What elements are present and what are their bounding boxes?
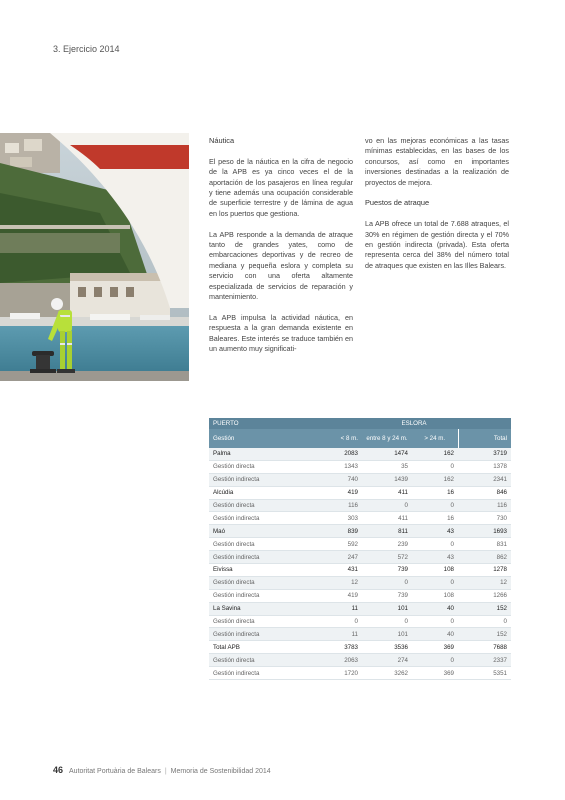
cell-lt8: 303 xyxy=(317,512,362,525)
cell-8-24: 101 xyxy=(362,628,412,641)
cell-8-24: 572 xyxy=(362,551,412,564)
table-row xyxy=(209,615,511,628)
table-row xyxy=(209,589,511,602)
row-label: Gestión indirecta xyxy=(209,628,317,641)
cell-8-24: 35 xyxy=(362,460,412,473)
cell-total: 1693 xyxy=(458,525,511,538)
nautica-paragraph-3: La APB impulsa la actividad náutica, en respuesta a la gran demanda existente en Baleares. Este interés se traduce también en un aumento muy significati- xyxy=(209,312,353,354)
cell-total: 831 xyxy=(458,538,511,551)
row-label: Maó xyxy=(209,525,317,538)
header-gt24: > 24 m. xyxy=(412,429,458,448)
cell-total: 0 xyxy=(458,615,511,628)
cell-gt24: 369 xyxy=(412,641,458,654)
table-row xyxy=(209,602,511,615)
cell-total: 116 xyxy=(458,499,511,512)
cell-lt8: 2083 xyxy=(317,448,362,460)
table-row xyxy=(209,499,511,512)
cell-8-24: 0 xyxy=(362,576,412,589)
cell-8-24: 3536 xyxy=(362,641,412,654)
header-puerto: PUERTO xyxy=(209,418,317,429)
cell-total: 846 xyxy=(458,486,511,499)
table-row xyxy=(209,486,511,499)
cell-8-24: 411 xyxy=(362,486,412,499)
row-label: Gestión directa xyxy=(209,654,317,667)
cell-lt8: 1720 xyxy=(317,667,362,680)
cell-lt8: 419 xyxy=(317,589,362,602)
row-label: Gestión indirecta xyxy=(209,551,317,564)
cell-gt24: 40 xyxy=(412,602,458,615)
header-gestion: Gestión xyxy=(209,429,317,448)
cell-gt24: 0 xyxy=(412,538,458,551)
cell-lt8: 2063 xyxy=(317,654,362,667)
cell-8-24: 3262 xyxy=(362,667,412,680)
cell-gt24: 108 xyxy=(412,564,458,577)
cell-8-24: 739 xyxy=(362,589,412,602)
cell-gt24: 43 xyxy=(412,525,458,538)
table-row xyxy=(209,525,511,538)
cell-lt8: 740 xyxy=(317,473,362,486)
header-eslora: ESLORA xyxy=(317,418,511,429)
cell-8-24: 1474 xyxy=(362,448,412,460)
cell-8-24: 0 xyxy=(362,615,412,628)
page-footer xyxy=(53,765,271,775)
cell-gt24: 108 xyxy=(412,589,458,602)
nautica-paragraph-1: El peso de la náutica en la cifra de negocio de la APB es ya cinco veces el de la aportación de los pasajeros en línea regular y tiene además una ocupación considerable de superficie terrestre y de lámina de agua en los puertos que gestiona. xyxy=(209,156,353,218)
cell-total: 1278 xyxy=(458,564,511,577)
table-row xyxy=(209,512,511,525)
header-total: Total xyxy=(458,429,511,448)
cell-lt8: 12 xyxy=(317,576,362,589)
cell-lt8: 11 xyxy=(317,602,362,615)
cell-lt8: 419 xyxy=(317,486,362,499)
cell-8-24: 0 xyxy=(362,499,412,512)
table-row xyxy=(209,460,511,473)
puestos-paragraph: La APB ofrece un total de 7.688 atraques, el 30% en régimen de gestión directa y el 70% en gestión indirecta (privada). Esta oferta representa cerca del 38% del número total de atraques que existen en las Illes Balears. xyxy=(365,219,509,270)
cell-gt24: 40 xyxy=(412,628,458,641)
cell-lt8: 0 xyxy=(317,615,362,628)
cell-total: 730 xyxy=(458,512,511,525)
cell-lt8: 592 xyxy=(317,538,362,551)
berths-table xyxy=(209,418,511,680)
section-heading: 3. Ejercicio 2014 xyxy=(53,44,120,54)
row-label: Gestión directa xyxy=(209,499,317,512)
cell-lt8: 839 xyxy=(317,525,362,538)
cell-8-24: 1439 xyxy=(362,473,412,486)
table-row xyxy=(209,654,511,667)
row-label: Gestión directa xyxy=(209,576,317,589)
header-lt8: < 8 m. xyxy=(317,429,362,448)
table-row xyxy=(209,538,511,551)
harbor-photo xyxy=(0,133,189,381)
row-label: Gestión directa xyxy=(209,460,317,473)
row-label: Gestión directa xyxy=(209,538,317,551)
footer-report: Memoria de Sostenibilidad 2014 xyxy=(170,768,271,775)
cell-8-24: 739 xyxy=(362,564,412,577)
cell-gt24: 162 xyxy=(412,448,458,460)
cell-lt8: 3783 xyxy=(317,641,362,654)
cell-total: 5351 xyxy=(458,667,511,680)
cell-gt24: 16 xyxy=(412,512,458,525)
footer-org: Autoritat Portuària de Balears xyxy=(69,768,161,775)
cell-8-24: 239 xyxy=(362,538,412,551)
cell-lt8: 116 xyxy=(317,499,362,512)
cell-total: 152 xyxy=(458,628,511,641)
row-label: Gestión indirecta xyxy=(209,473,317,486)
table-row xyxy=(209,628,511,641)
cell-8-24: 811 xyxy=(362,525,412,538)
cell-gt24: 0 xyxy=(412,499,458,512)
cell-total: 12 xyxy=(458,576,511,589)
continued-paragraph: vo en las mejoras económicas a las tasas mínimas establecidas, en las bases de los concursos, así como en importantes inversiones destinadas a la realización de proyectos de mejora. xyxy=(365,136,509,187)
cell-total: 7688 xyxy=(458,641,511,654)
puestos-heading: Puestos de atraque xyxy=(365,198,430,208)
header-8-24: entre 8 y 24 m. xyxy=(362,429,412,448)
cell-lt8: 1343 xyxy=(317,460,362,473)
cell-total: 862 xyxy=(458,551,511,564)
cell-gt24: 162 xyxy=(412,473,458,486)
left-column xyxy=(209,136,353,365)
table-row xyxy=(209,551,511,564)
row-label: Gestión directa xyxy=(209,615,317,628)
table-row xyxy=(209,667,511,680)
table-row xyxy=(209,564,511,577)
cell-gt24: 43 xyxy=(412,551,458,564)
table-row xyxy=(209,576,511,589)
table-body xyxy=(209,448,511,680)
cell-lt8: 11 xyxy=(317,628,362,641)
row-label: Total APB xyxy=(209,641,317,654)
cell-8-24: 274 xyxy=(362,654,412,667)
footer-separator: | xyxy=(164,768,167,775)
cell-gt24: 369 xyxy=(412,667,458,680)
cell-lt8: 431 xyxy=(317,564,362,577)
nautica-heading: Náutica xyxy=(209,136,235,145)
cell-total: 1378 xyxy=(458,460,511,473)
row-label: Palma xyxy=(209,448,317,460)
cell-gt24: 0 xyxy=(412,615,458,628)
row-label: Gestión indirecta xyxy=(209,667,317,680)
cell-total: 1266 xyxy=(458,589,511,602)
row-label: La Savina xyxy=(209,602,317,615)
cell-total: 2337 xyxy=(458,654,511,667)
row-label: Gestión indirecta xyxy=(209,512,317,525)
cell-gt24: 0 xyxy=(412,460,458,473)
nautica-paragraph-2: La APB responde a la demanda de atraque tanto de grandes yates, como de embarcaciones deportivas y de recreo de mediana y pequeña eslora y completa su servicio con una oferta altamente especializada de servicios de reparación y mantenimiento. xyxy=(209,229,353,302)
cell-8-24: 101 xyxy=(362,602,412,615)
table-row xyxy=(209,448,511,460)
right-column xyxy=(365,136,509,282)
cell-total: 2341 xyxy=(458,473,511,486)
row-label: Eivissa xyxy=(209,564,317,577)
table-row xyxy=(209,641,511,654)
cell-gt24: 16 xyxy=(412,486,458,499)
row-label: Alcúdia xyxy=(209,486,317,499)
cell-gt24: 0 xyxy=(412,654,458,667)
cell-total: 152 xyxy=(458,602,511,615)
row-label: Gestión indirecta xyxy=(209,589,317,602)
cell-lt8: 247 xyxy=(317,551,362,564)
page-number: 46 xyxy=(53,765,64,775)
cell-8-24: 411 xyxy=(362,512,412,525)
cell-total: 3719 xyxy=(458,448,511,460)
cell-gt24: 0 xyxy=(412,576,458,589)
table-row xyxy=(209,473,511,486)
